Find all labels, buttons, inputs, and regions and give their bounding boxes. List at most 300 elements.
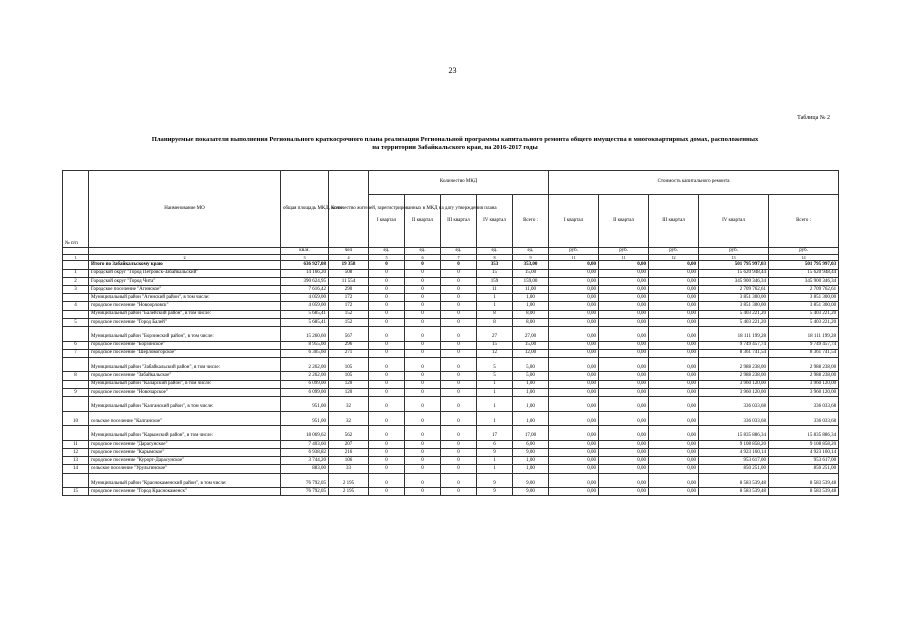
mkd-total: 15,00	[513, 269, 549, 277]
cost-total: 8 583 539,48	[769, 488, 839, 496]
row-number: 2	[63, 277, 89, 285]
mkd-q3: 0	[441, 457, 477, 465]
mkd-q2: 0	[405, 380, 441, 388]
mkd-q3: 0	[441, 397, 477, 412]
column-number-cell: 8	[477, 255, 513, 261]
mkd-q2: 0	[405, 465, 441, 473]
mkd-total: 1,00	[513, 302, 549, 310]
cost-q1: 0,00	[549, 318, 599, 326]
mkd-q4: 27	[477, 326, 513, 341]
mkd-q1: 0	[369, 261, 405, 269]
residents-count: 207	[329, 440, 369, 448]
mkd-q4: 1	[477, 411, 513, 426]
cost-q1: 0,00	[549, 426, 599, 441]
mkd-total: 8,00	[513, 310, 549, 318]
mkd-q2: 0	[405, 302, 441, 310]
cost-q1: 0,00	[549, 357, 599, 372]
mkd-q2: 0	[405, 269, 441, 277]
residents-count: 32	[329, 397, 369, 412]
cost-total: 953 617,00	[769, 457, 839, 465]
unit-cell: руб.	[769, 248, 839, 255]
cost-total: 336 033,68	[769, 411, 839, 426]
mkd-q2: 0	[405, 449, 441, 457]
header-residents: Количество жителей, зарегистрированных в МКД на дату утверждения плана	[329, 171, 369, 248]
cost-q2: 0,00	[599, 397, 649, 412]
cost-q3: 0,00	[649, 341, 699, 349]
mkd-total: 12,00	[513, 349, 549, 357]
mkd-q2: 0	[405, 294, 441, 302]
header-area: общая площадь МКД, всего	[281, 171, 329, 248]
cost-q4: 953 617,00	[699, 457, 769, 465]
row-number	[63, 426, 89, 441]
cost-q3: 0,00	[649, 326, 699, 341]
header-row-1	[63, 171, 839, 195]
cost-q4: 5 403 221,20	[699, 318, 769, 326]
row-number: 8	[63, 372, 89, 380]
cost-q3: 0,00	[649, 261, 699, 269]
residents-count: 290	[329, 285, 369, 293]
table-row	[63, 488, 839, 496]
unit-cell: ед.	[441, 248, 477, 255]
mkd-q4: 353	[477, 261, 513, 269]
cost-q1: 0,00	[549, 488, 599, 496]
mkd-total: 27,00	[513, 326, 549, 341]
mkd-q2: 0	[405, 277, 441, 285]
municipality-name: городское поселение "Борзинское"	[89, 341, 281, 349]
mkd-q1: 0	[369, 269, 405, 277]
total-area: 6 099,00	[281, 388, 329, 396]
cost-total: 5 403 221,20	[769, 310, 839, 318]
row-number	[63, 380, 89, 388]
residents-count: 19 358	[329, 261, 369, 269]
cost-q3: 0,00	[649, 318, 699, 326]
cost-q1: 0,00	[549, 440, 599, 448]
cost-total: 8 583 539,48	[769, 473, 839, 488]
mkd-q2: 0	[405, 326, 441, 341]
mkd-total: 1,00	[513, 388, 549, 396]
unit-cell: ед.	[513, 248, 549, 255]
unit-cell: ед.	[477, 248, 513, 255]
total-area: 6 099,00	[281, 380, 329, 388]
mkd-q2: 0	[405, 357, 441, 372]
cost-q2: 0,00	[599, 449, 649, 457]
mkd-total: 17,00	[513, 426, 549, 441]
total-area: 6 305,60	[281, 349, 329, 357]
cost-total: 3 851 300,00	[769, 294, 839, 302]
municipality-name: городское поселение "Курорт-Дарасунское"	[89, 457, 281, 465]
mkd-q3: 0	[441, 372, 477, 380]
units-row	[63, 248, 839, 255]
mkd-q4: 9	[477, 488, 513, 496]
residents-count: 106	[329, 457, 369, 465]
municipality-name: Муниципальный район "Каларский район", в том числе:	[89, 380, 281, 388]
mkd-q3: 0	[441, 357, 477, 372]
mkd-q4: 5	[477, 357, 513, 372]
mkd-q1: 0	[369, 488, 405, 496]
table-label: Таблица № 2	[797, 115, 830, 121]
table-row	[63, 397, 839, 412]
mkd-q4: 15	[477, 269, 513, 277]
table-row	[63, 341, 839, 349]
table-row	[63, 380, 839, 388]
cost-total: 9 108 858,20	[769, 440, 839, 448]
cost-q4: 9 749 457,74	[699, 341, 769, 349]
cost-total: 15 620 948,44	[769, 269, 839, 277]
residents-count: 2 195	[329, 473, 369, 488]
table-row	[63, 388, 839, 396]
mkd-q4: 1	[477, 457, 513, 465]
unit-cell: ед.	[405, 248, 441, 255]
mkd-q1: 0	[369, 349, 405, 357]
mkd-q3: 0	[441, 285, 477, 293]
mkd-q4: 1	[477, 465, 513, 473]
residents-count: 152	[329, 318, 369, 326]
cost-q4: 2 988 238,00	[699, 372, 769, 380]
total-area: 2 262,00	[281, 372, 329, 380]
cost-total: 2 988 238,00	[769, 357, 839, 372]
row-number: 12	[63, 449, 89, 457]
table-row	[63, 411, 839, 426]
row-number: 5	[63, 318, 89, 326]
cost-q4: 18 111 199,28	[699, 326, 769, 341]
cost-q2: 0,00	[599, 302, 649, 310]
municipality-name: Муниципальный район "Борзинский район", в том числе:	[89, 326, 281, 341]
mkd-q3: 0	[441, 302, 477, 310]
cost-q1: 0,00	[549, 411, 599, 426]
mkd-q3: 0	[441, 411, 477, 426]
header-repair-cost: Стоимость капитального ремонта	[549, 171, 839, 195]
mkd-q3: 0	[441, 277, 477, 285]
table-body	[63, 261, 839, 496]
total-area: 2 262,00	[281, 357, 329, 372]
mkd-q4: 15	[477, 341, 513, 349]
table-total-row	[63, 261, 839, 269]
row-number: 6	[63, 341, 89, 349]
mkd-total: 1,00	[513, 411, 549, 426]
cost-q2: 0,00	[599, 372, 649, 380]
residents-count: 296	[329, 341, 369, 349]
mkd-q2: 0	[405, 285, 441, 293]
municipality-name: городское поселение "Город Краснокаменск"	[89, 488, 281, 496]
municipality-name: Муниципальный район "Карымский район", в том числе:	[89, 426, 281, 441]
cost-q4: 3 851 300,00	[699, 294, 769, 302]
residents-count: 508	[329, 269, 369, 277]
header-mkd-total: Всего :	[513, 195, 549, 248]
column-number-cell: 1	[63, 255, 89, 261]
mkd-q2: 0	[405, 341, 441, 349]
total-area: 76 792,05	[281, 488, 329, 496]
cost-total: 501 795 997,03	[769, 261, 839, 269]
cost-q3: 0,00	[649, 473, 699, 488]
mkd-q3: 0	[441, 488, 477, 496]
mkd-q3: 0	[441, 426, 477, 441]
mkd-q4: 5	[477, 372, 513, 380]
header-cost-q2: II квартал	[599, 195, 649, 248]
table-row	[63, 449, 839, 457]
mkd-total: 1,00	[513, 457, 549, 465]
cost-q3: 0,00	[649, 457, 699, 465]
mkd-q1: 0	[369, 465, 405, 473]
mkd-q1: 0	[369, 397, 405, 412]
cost-q3: 0,00	[649, 349, 699, 357]
mkd-q2: 0	[405, 261, 441, 269]
mkd-q2: 0	[405, 318, 441, 326]
mkd-q4: 9	[477, 473, 513, 488]
mkd-q1: 0	[369, 294, 405, 302]
mkd-q2: 0	[405, 388, 441, 396]
mkd-q4: 6	[477, 440, 513, 448]
mkd-q4: 8	[477, 318, 513, 326]
row-number: 13	[63, 457, 89, 465]
table-row	[63, 285, 839, 293]
total-area: 7 616,42	[281, 285, 329, 293]
residents-count: 33	[329, 465, 369, 473]
cost-q2: 0,00	[599, 269, 649, 277]
cost-q1: 0,00	[549, 380, 599, 388]
column-number-cell: 6	[405, 255, 441, 261]
mkd-q3: 0	[441, 473, 477, 488]
table-row	[63, 277, 839, 285]
cost-q2: 0,00	[599, 488, 649, 496]
capital-repair-plan-table	[62, 170, 839, 496]
cost-q3: 0,00	[649, 488, 699, 496]
table-row	[63, 465, 839, 473]
total-area: 390 624,95	[281, 277, 329, 285]
unit-cell: чел	[329, 248, 369, 255]
cost-q3: 0,00	[649, 380, 699, 388]
municipality-name: Муниципальный район "Агинский район", в том числе:	[89, 294, 281, 302]
column-number-cell: 12	[649, 255, 699, 261]
total-area: 5 685,41	[281, 310, 329, 318]
column-number-cell: 4	[329, 255, 369, 261]
column-number-cell: 5	[369, 255, 405, 261]
table-row	[63, 440, 839, 448]
residents-count: 271	[329, 349, 369, 357]
cost-q2: 0,00	[599, 411, 649, 426]
mkd-total: 9,00	[513, 488, 549, 496]
column-number-cell: 9	[513, 255, 549, 261]
total-area: 15 260,60	[281, 326, 329, 341]
total-area: 4 059,00	[281, 302, 329, 310]
municipality-name: Муниципальный район "Краснокаменский район", в том числе:	[89, 473, 281, 488]
mkd-q4: 17	[477, 426, 513, 441]
cost-total: 850 251,00	[769, 465, 839, 473]
mkd-q3: 0	[441, 440, 477, 448]
municipality-name: сельское поселение "Урульгинское"	[89, 465, 281, 473]
mkd-total: 353,00	[513, 261, 549, 269]
cost-q3: 0,00	[649, 465, 699, 473]
mkd-q2: 0	[405, 488, 441, 496]
cost-q4: 15 835 886,34	[699, 426, 769, 441]
cost-q1: 0,00	[549, 277, 599, 285]
residents-count: 172	[329, 294, 369, 302]
table-row	[63, 326, 839, 341]
mkd-q2: 0	[405, 457, 441, 465]
cost-q4: 3 960 120,00	[699, 380, 769, 388]
mkd-total: 15,00	[513, 341, 549, 349]
mkd-q2: 0	[405, 310, 441, 318]
cost-total: 345 900 346,34	[769, 277, 839, 285]
table-row	[63, 294, 839, 302]
table-row	[63, 457, 839, 465]
row-number: 11	[63, 440, 89, 448]
mkd-total: 5,00	[513, 357, 549, 372]
total-area: 4 059,00	[281, 294, 329, 302]
row-number	[63, 294, 89, 302]
cost-total: 15 835 886,34	[769, 426, 839, 441]
table-row	[63, 372, 839, 380]
table-row	[63, 473, 839, 488]
total-area: 76 792,05	[281, 473, 329, 488]
cost-q4: 501 795 997,03	[699, 261, 769, 269]
column-number-cell: 11	[549, 255, 599, 261]
cost-q2: 0,00	[599, 473, 649, 488]
cost-q1: 0,00	[549, 372, 599, 380]
cost-total: 9 749 457,74	[769, 341, 839, 349]
total-area: 636 927,08	[281, 261, 329, 269]
unit-cell: ед.	[369, 248, 405, 255]
mkd-q4: 9	[477, 449, 513, 457]
municipality-name: Муниципальный район "Калганский район", в том числе:	[89, 397, 281, 412]
cost-q4: 4 923 160,14	[699, 449, 769, 457]
cost-q4: 345 900 346,34	[699, 277, 769, 285]
residents-count: 567	[329, 326, 369, 341]
cost-q3: 0,00	[649, 310, 699, 318]
residents-count: 11 554	[329, 277, 369, 285]
mkd-total: 1,00	[513, 294, 549, 302]
mkd-q4: 1	[477, 397, 513, 412]
header-cost-q3: III квартал	[649, 195, 699, 248]
mkd-q4: 12	[477, 349, 513, 357]
cost-q1: 0,00	[549, 397, 599, 412]
cost-q1: 0,00	[549, 326, 599, 341]
row-number	[63, 261, 89, 269]
cost-q1: 0,00	[549, 449, 599, 457]
unit-cell: руб.	[599, 248, 649, 255]
residents-count: 105	[329, 372, 369, 380]
mkd-q2: 0	[405, 372, 441, 380]
mkd-q1: 0	[369, 285, 405, 293]
residents-count: 562	[329, 426, 369, 441]
cost-q2: 0,00	[599, 341, 649, 349]
municipality-name: городское поселение "Карымское"	[89, 449, 281, 457]
table-row	[63, 318, 839, 326]
cost-total: 2 988 238,00	[769, 372, 839, 380]
cost-q4: 9 108 858,20	[699, 440, 769, 448]
mkd-q3: 0	[441, 349, 477, 357]
row-number: 3	[63, 285, 89, 293]
total-area: 3 744,20	[281, 457, 329, 465]
cost-q2: 0,00	[599, 326, 649, 341]
municipality-name: сельское поселение "Калганское"	[89, 411, 281, 426]
mkd-q1: 0	[369, 473, 405, 488]
cost-q4: 2 709 762,61	[699, 285, 769, 293]
mkd-q1: 0	[369, 302, 405, 310]
mkd-q3: 0	[441, 341, 477, 349]
total-area: 6 938,82	[281, 449, 329, 457]
total-area: 14 166,20	[281, 269, 329, 277]
row-number: 9	[63, 388, 89, 396]
cost-q4: 8 583 539,48	[699, 488, 769, 496]
cost-q3: 0,00	[649, 411, 699, 426]
total-area: 5 685,41	[281, 318, 329, 326]
cost-q2: 0,00	[599, 380, 649, 388]
total-area: 8 955,00	[281, 341, 329, 349]
total-area: 951,00	[281, 411, 329, 426]
mkd-q1: 0	[369, 277, 405, 285]
cost-q2: 0,00	[599, 277, 649, 285]
column-number-cell: 3	[281, 255, 329, 261]
cost-q4: 5 403 221,20	[699, 310, 769, 318]
mkd-q3: 0	[441, 310, 477, 318]
row-number: 10	[63, 411, 89, 426]
mkd-q4: 1	[477, 302, 513, 310]
unit-cell: руб.	[699, 248, 769, 255]
mkd-q2: 0	[405, 440, 441, 448]
cost-q3: 0,00	[649, 397, 699, 412]
cost-q2: 0,00	[599, 261, 649, 269]
cost-q1: 0,00	[549, 285, 599, 293]
cost-q4: 3 960 120,00	[699, 388, 769, 396]
municipality-name: городское поселение "Дарасунское"	[89, 440, 281, 448]
municipality-name: Городское поселение "Агинское"	[89, 285, 281, 293]
mkd-total: 6,00	[513, 440, 549, 448]
cost-q3: 0,00	[649, 357, 699, 372]
row-number: 7	[63, 349, 89, 357]
cost-q1: 0,00	[549, 473, 599, 488]
cost-q3: 0,00	[649, 440, 699, 448]
cost-total: 3 851 300,00	[769, 302, 839, 310]
cost-q3: 0,00	[649, 294, 699, 302]
table-row	[63, 426, 839, 441]
municipality-name: городское поселение "Новочарское"	[89, 388, 281, 396]
row-number	[63, 326, 89, 341]
cost-q1: 0,00	[549, 269, 599, 277]
cost-q1: 0,00	[549, 341, 599, 349]
mkd-q1: 0	[369, 310, 405, 318]
mkd-q3: 0	[441, 388, 477, 396]
total-area: 18 069,62	[281, 426, 329, 441]
cost-q1: 0,00	[549, 310, 599, 318]
mkd-q3: 0	[441, 380, 477, 388]
header-mkd-q1: I квартал	[369, 195, 405, 248]
cost-total: 18 111 199,28	[769, 326, 839, 341]
cost-q3: 0,00	[649, 269, 699, 277]
cost-q4: 2 988 238,00	[699, 357, 769, 372]
cost-total: 3 960 120,00	[769, 388, 839, 396]
mkd-q1: 0	[369, 411, 405, 426]
column-number-cell: 11	[599, 255, 649, 261]
cost-q3: 0,00	[649, 372, 699, 380]
mkd-q3: 0	[441, 269, 477, 277]
row-number: 1	[63, 269, 89, 277]
header-cost-total: Всего :	[769, 195, 839, 248]
residents-count: 105	[329, 357, 369, 372]
header-cost-q1: I квартал	[549, 195, 599, 248]
total-area: 951,00	[281, 397, 329, 412]
mkd-q1: 0	[369, 449, 405, 457]
cost-total: 336 033,68	[769, 397, 839, 412]
cost-total: 8 361 741,54	[769, 349, 839, 357]
mkd-q3: 0	[441, 449, 477, 457]
mkd-q3: 0	[441, 318, 477, 326]
column-number-cell: 14	[769, 255, 839, 261]
table-row	[63, 269, 839, 277]
mkd-total: 11,00	[513, 285, 549, 293]
column-number-cell: 7	[441, 255, 477, 261]
table-row	[63, 310, 839, 318]
page-number: 23	[448, 66, 457, 75]
